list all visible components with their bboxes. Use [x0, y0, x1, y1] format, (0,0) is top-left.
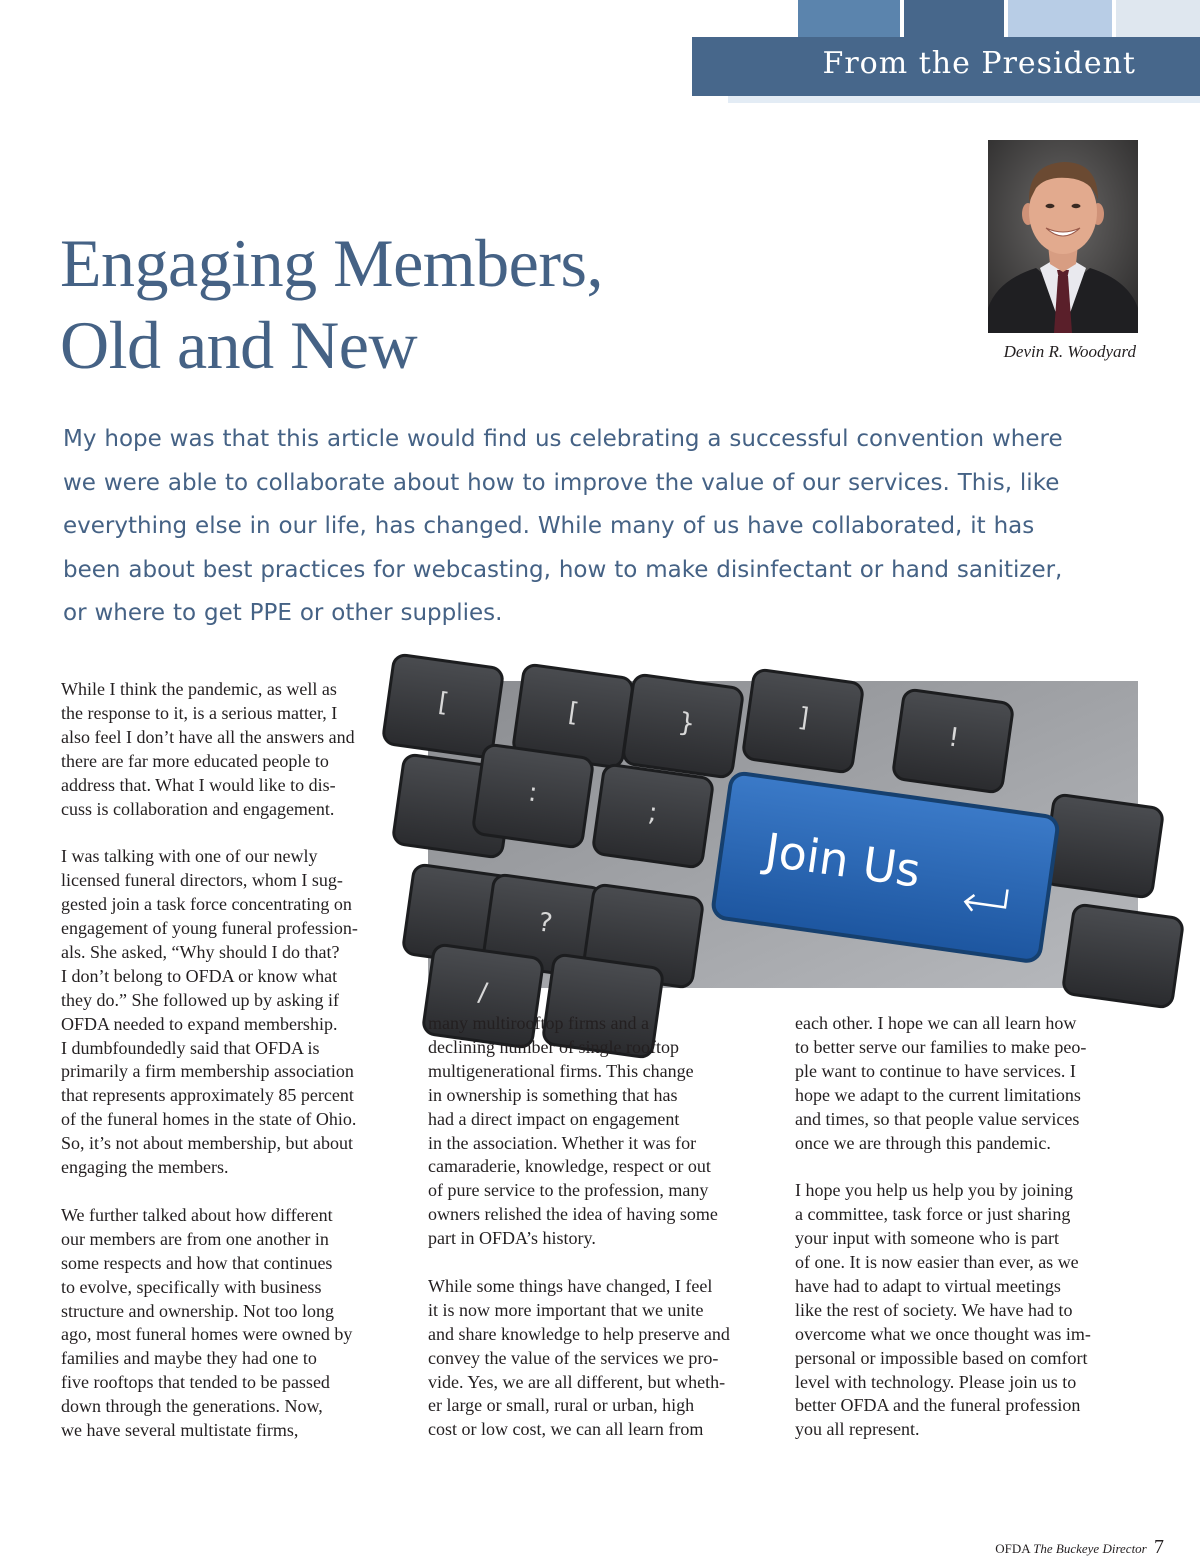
body-text-line: cost or low cost, we can all learn from: [428, 1419, 704, 1440]
keyboard-illustration: [428, 681, 1138, 1009]
body-text-line: While I think the pandemic, as well as: [61, 679, 337, 699]
header-decoration-block: [1116, 0, 1200, 37]
paragraph-gap: [61, 821, 406, 845]
join-us-keyboard-photo: [428, 681, 1138, 1009]
body-text-line: OFDA needed to expand membership.: [61, 1013, 338, 1034]
body-text-line: owners relished the idea of having some: [428, 1204, 718, 1225]
body-column-1: [61, 678, 406, 1443]
keycap-symbol: }: [676, 707, 697, 740]
body-text-line: that represents approximately 85 percent: [61, 1085, 354, 1106]
lead-line: or where to get PPE or other supplies.: [63, 600, 503, 627]
body-text-line: I was talking with one of our newly: [61, 846, 318, 867]
paragraph-gap: [795, 1155, 1140, 1179]
body-text-line: of the funeral homes in the state of Ohio.: [61, 1109, 357, 1130]
body-text-line: had a direct impact on engagement: [428, 1108, 680, 1129]
body-text-line: each other. I hope we can all learn how: [795, 1013, 1077, 1033]
author-portrait: [988, 140, 1138, 333]
body-text-line: some respects and how that continues: [61, 1252, 333, 1273]
body-text-line: better OFDA and the funeral profession: [795, 1395, 1081, 1416]
lead-line: we were able to collaborate about how to improve the value of our services. This, like: [63, 469, 1060, 496]
page-number: 7: [1154, 1536, 1164, 1558]
body-text-line: er large or small, rural or urban, high: [428, 1395, 695, 1416]
keycap-symbol: ?: [536, 907, 555, 940]
body-text-line: our members are from one another in: [61, 1228, 329, 1249]
body-text-line: have had to adapt to virtual meetings: [795, 1275, 1061, 1296]
lead-paragraph: [63, 418, 1143, 636]
body-text-line: and times, so that people value services: [795, 1108, 1080, 1129]
body-text-line: it is now more important that we unite: [428, 1299, 704, 1320]
keycap-symbol: /: [476, 977, 490, 1009]
keycap-symbol: [: [436, 687, 451, 719]
body-text-line: I don’t belong to OFDA or know what: [61, 965, 338, 986]
footer-magazine: The Buckeye Director: [1033, 1541, 1147, 1556]
keycap-symbol: :: [526, 777, 540, 809]
keycap: [472, 744, 593, 848]
keycap-symbol: ]: [796, 702, 811, 734]
lead-line: been about best practices for webcasting, how to make disinfectant or hand sanitizer,: [63, 556, 1063, 583]
body-text-line: in the association. Whether it was for: [428, 1132, 697, 1153]
body-text-line: part in OFDA’s history.: [428, 1228, 596, 1249]
body-text-line: level with technology. Please join us to: [795, 1371, 1077, 1392]
body-text-line: personal or impossible based on comfort: [795, 1347, 1088, 1368]
article-title: [60, 222, 603, 386]
keycap: [1062, 904, 1183, 1008]
body-text-line: structure and ownership. Not too long: [61, 1300, 334, 1321]
section-label: From the President: [822, 46, 1136, 81]
body-text-line: ple want to continue to have services. I: [795, 1060, 1076, 1081]
paragraph-gap: [428, 1251, 776, 1275]
keycap-symbol: [: [566, 697, 581, 729]
body-text-line: like the rest of society. We have had to: [795, 1299, 1073, 1320]
header-decoration-block: [1008, 0, 1112, 37]
body-text-line: many multirooftop firms and a: [428, 1013, 649, 1033]
paragraph-gap: [61, 1180, 406, 1204]
article-title-line: Engaging Members,: [60, 225, 603, 301]
keycap-symbol: !: [946, 722, 961, 754]
body-text-line: hope we adapt to the current limitations: [795, 1084, 1081, 1105]
body-text-line: of pure service to the profession, many: [428, 1180, 709, 1201]
body-text-line: the response to it, is a serious matter, I: [61, 702, 338, 723]
join-us-key-label: Join Us: [761, 822, 924, 898]
keycap: [622, 674, 743, 778]
body-text-line: I dumbfoundedly said that OFDA is: [61, 1037, 320, 1058]
lead-line: everything else in our life, has changed. While many of us have collaborated, it has: [63, 513, 1035, 540]
body-text-line: declining number of single rooftop: [428, 1036, 679, 1057]
body-text-line: overcome what we once thought was im-: [795, 1323, 1091, 1344]
author-portrait-illustration: [988, 140, 1138, 333]
footer-org: OFDA: [995, 1541, 1030, 1556]
section-header-shadow: [728, 96, 1200, 103]
body-text-line: ago, most funeral homes were owned by: [61, 1324, 353, 1345]
keycap: [892, 689, 1013, 793]
article-title-line: Old and New: [60, 307, 418, 383]
body-text-line: in ownership is something that has: [428, 1084, 678, 1105]
body-text-line: engagement of young funeral profession-: [61, 918, 358, 939]
body-text-line: multigenerational firms. This change: [428, 1060, 694, 1081]
body-text-line: We further talked about how different: [61, 1204, 333, 1225]
body-text-line: While some things have changed, I feel: [428, 1275, 713, 1296]
body-text-line: and share knowledge to help preserve and: [428, 1323, 730, 1344]
body-text-line: to evolve, specifically with business: [61, 1276, 322, 1297]
body-text-line: cuss is collaboration and engagement.: [61, 798, 335, 819]
body-column-3: [795, 1012, 1140, 1442]
body-text-line: you all represent.: [795, 1419, 920, 1440]
body-text-line: five rooftops that tended to be passed: [61, 1372, 330, 1393]
body-text-line: a committee, task force or just sharing: [795, 1204, 1071, 1225]
body-text-line: gested join a task force concentrating on: [61, 894, 352, 915]
body-text-line: we have several multistate firms,: [61, 1420, 299, 1441]
body-text-line: of one. It is now easier than ever, as we: [795, 1252, 1079, 1273]
body-text-line: they do.” She followed up by asking if: [61, 989, 339, 1010]
header-decoration-block: [798, 0, 900, 37]
body-text-line: there are far more educated people to: [61, 750, 329, 771]
body-text-line: vide. Yes, we are all different, but wheth-: [428, 1371, 726, 1392]
author-caption: Devin R. Woodyard: [1003, 342, 1136, 361]
header-decoration-block: [904, 0, 1004, 37]
keycap: [1042, 794, 1163, 898]
body-text-line: address that. What I would like to dis-: [61, 774, 336, 795]
keycap: [592, 764, 713, 868]
body-text-line: camaraderie, knowledge, respect or out: [428, 1156, 711, 1177]
lead-line: My hope was that this article would find us celebrating a successful convention where: [63, 426, 1063, 452]
body-text-line: families and maybe they had one to: [61, 1348, 317, 1369]
body-text-line: primarily a firm membership association: [61, 1061, 354, 1082]
body-text-line: So, it’s not about membership, but about: [61, 1133, 353, 1154]
body-text-line: I hope you help us help you by joining: [795, 1180, 1073, 1201]
body-column-2: [428, 1012, 776, 1442]
keycap-symbol: ;: [646, 797, 660, 829]
keycap: [742, 669, 863, 773]
body-text-line: your input with someone who is part: [795, 1228, 1059, 1249]
body-text-line: also feel I don’t have all the answers and: [61, 726, 355, 747]
body-text-line: als. She asked, “Why should I do that?: [61, 941, 340, 962]
keycap: [382, 654, 503, 758]
body-text-line: engaging the members.: [61, 1157, 229, 1178]
page-footer: [995, 1536, 1164, 1559]
body-text-line: licensed funeral directors, whom I sug-: [61, 870, 343, 891]
body-text-line: down through the generations. Now,: [61, 1396, 323, 1417]
body-text-line: to better serve our families to make peo-: [795, 1036, 1087, 1057]
body-text-line: once we are through this pandemic.: [795, 1132, 1051, 1153]
body-text-line: convey the value of the services we pro-: [428, 1347, 719, 1368]
